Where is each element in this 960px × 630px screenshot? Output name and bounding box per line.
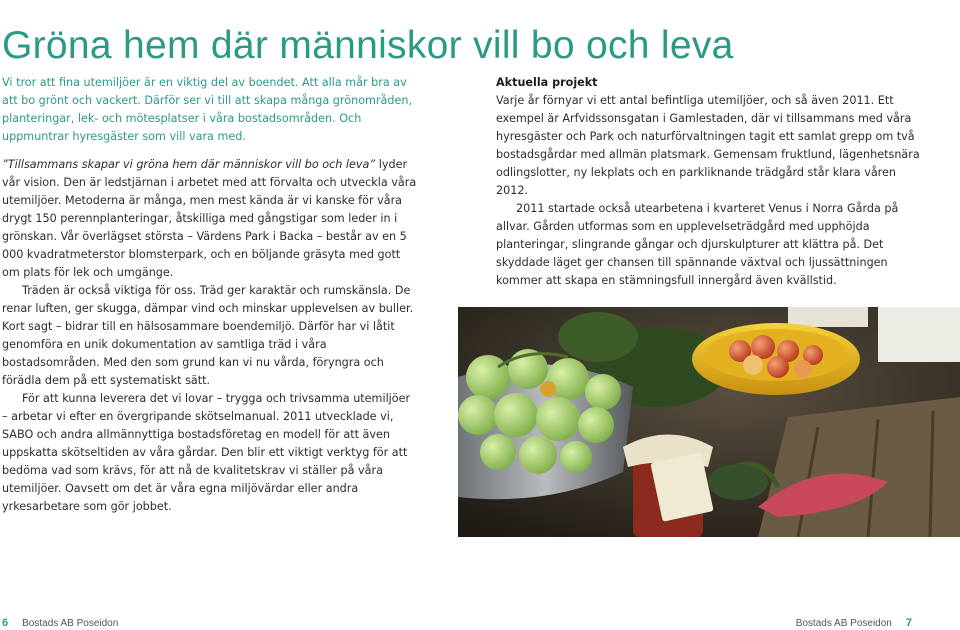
footer-left	[2, 617, 118, 629]
trees-paragraph: Träden är också viktiga för oss. Träd ger karaktär och rumskänsla. De renar luften, ger skugga, dämpar vind och minskar upplevelsen av buller. Kort sagt – bidrar till en hälsosammare boendemiljö. Därför har vi låtit genomföra en unik dokumentation av samtliga träd i våra bostadsområden. Med den som grund kan vi nu vårda, föryngra och förädla dem på ett systematiskt sätt.	[2, 284, 414, 387]
vision-paragraph	[2, 156, 418, 282]
projects-heading: Aktuella projekt	[496, 76, 598, 89]
left-column	[2, 74, 418, 516]
intro-paragraph: Vi tror att fina utemiljöer är en viktig del av boendet. Att alla mår bra av att bo grönt och vackert. Därför ser vi till att skapa många grönområden, planteringar, lek- och mötesplatser i våra bostadsområden. Och uppmuntrar hyresgäster som vill vara med.	[2, 76, 413, 143]
footer-company-right: Bostads AB Poseidon	[795, 618, 892, 629]
vision-text: lyder vår vision. Den är ledstjärnan i arbetet med att förvalta och utveckla våra utemiljöer. Metoderna är många, men mest kända är vi kanske för våra drygt 150 perennplanteringar, åtskilliga med gångstigar som leder in i grönskan. Vår överlägset största – Värdens Park i Backa – består av en 5 000 kvadratmeterstor blomsterpark, och en böljande gräsyta med gott om plats för lek och umgänge.	[2, 158, 417, 279]
projects-paragraph-2: 2011 startade också utearbetena i kvarteret Venus i Norra Gårda på allvar. Gården utformas som en upplevelseträdgård med upphöjda planteringar, slingrande gångar och djurskulpturer att klättra på. Det skyddade läget ger chansen till spännande växtval och ljussättningen kommer att skapa en stämningsfull innergård även kvällstid.	[496, 202, 899, 287]
page-title: Gröna hem där människor vill bo och leva	[2, 24, 734, 68]
footer-company-left: Bostads AB Poseidon	[22, 618, 119, 629]
vegetables-photo	[458, 307, 960, 537]
projects-paragraph-1: Varje år förnyar vi ett antal befintliga utemiljöer, och så även 2011. Ett exempel är Arfvidssonsgatan i Gamlestaden, där vi tillsammans med våra hyresgäster och Park och naturförvaltningen tagit ett samlat grepp om två bostadsgårdar med allmän platsmark. Gemensam fruktlund, lägenhetsnära odlingslotter, ny lekplats och en parkliknande trädgård står klara våren 2012.	[496, 94, 920, 197]
page-number-left: 6	[2, 617, 9, 629]
footer-right	[796, 617, 912, 629]
page-number-right: 7	[905, 617, 912, 629]
maintenance-paragraph: För att kunna leverera det vi lovar – trygga och trivsamma utemiljöer – arbetar vi efter en övergripande skötselmanual. 2011 utvecklade vi, SABO och andra allmännyttiga bostadsföretag en modell för att även uppskatta skötseltiden av våra gårdar. Den blir ett viktigt verktyg för att bedöma vad som krävs, för att nå de kvalitetskrav vi ställer på våra utemiljöer. Oavsett om det är våra egna miljövärdar eller andra yrkesarbetare som gör jobbet.	[2, 392, 411, 513]
right-column	[496, 74, 922, 290]
vision-quote: ”Tillsammans skapar vi gröna hem där människor vill bo och leva”	[2, 158, 376, 171]
